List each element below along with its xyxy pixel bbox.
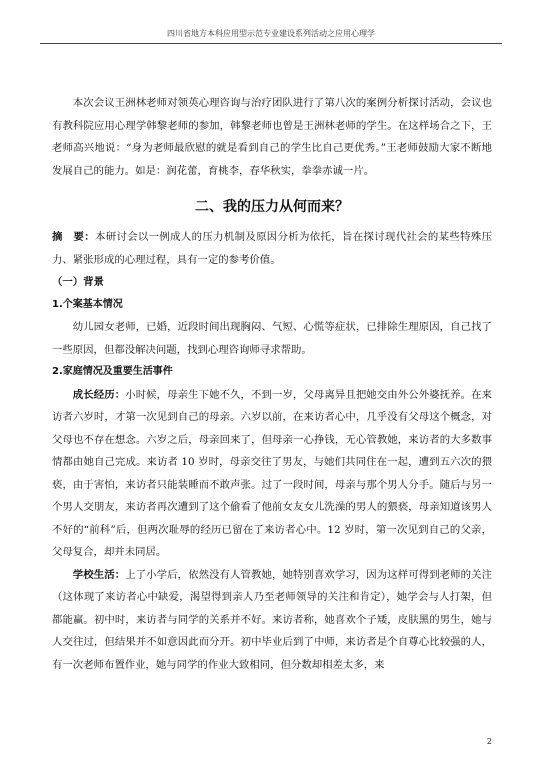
heading-case-info: 1.个案基本情况 xyxy=(52,298,123,310)
abstract-label: 摘 要： xyxy=(52,231,95,243)
intro-paragraph: 本次会议王洲林老师对领英心理咨询与治疗团队进行了第八次的案例分析探讨活动，会议也有教科院应用心理学韩黎老师的参加，韩黎老师也曾是王洲林老师的学生。在这样场合之下，王老师高兴地说：“身为老师最欣慰的就是看到自己的学生比自己更优秀。”王老师鼓励大家不断地发展自己的能力。如是：润花蕾，育桃李，春华秋实，拳拳赤诚一片。 xyxy=(52,97,492,177)
subsection-heading: （一）背景 xyxy=(52,276,104,288)
section-title: 二、我的压力从何而来？ xyxy=(195,199,349,215)
abstract-text: 本研讨会以一例成人的压力机制及原因分析为依托，旨在探讨现代社会的某些特殊压力、紧张形成的心理过程，具有一定的参考价值。 xyxy=(52,231,493,266)
running-header: 四川省地方本科应用型示范专业建设系列活动之应用心理学 xyxy=(40,28,502,44)
growth-label: 成长经历： xyxy=(72,388,126,401)
case-info-paragraph: 幼儿园女老师，已婚，近段时间出现胸闷、气短、心慌等症状，已排除生理原因，自己找了一些原因，但都没解决问题，找到心理咨询师寻求帮助。 xyxy=(52,321,492,356)
growth-paragraph xyxy=(52,384,492,564)
school-text: 上了小学后，依然没有人管教她，她特别喜欢学习，因为这样可得到老师的关注（这体现了来访者心中缺爱，渴望得到亲人乃至老师领导的关注和肯定），她学会与人打架，但都能赢。初中时，来访者与同学的关系并不好。来访者称，她喜欢个子矮，皮肤黑的男生，她与人交往过，但结果并不如意因此而分开。初中毕业后到了中师，来访者是个自尊心比较强的人，有一次老师布置作业，她与同学的作业大致相同，但分数却相差太多，来 xyxy=(52,568,493,671)
page-number: 2 xyxy=(486,737,492,746)
heading-family-events: 2.家庭情况及重要生活事件 xyxy=(52,366,173,377)
document-body xyxy=(52,92,492,676)
growth-text: 小时候，母亲生下她不久，不到一岁，父母离异且把她交由外公外婆抚养。在来访者六岁时，才第一次见到自己的母亲。六岁以前，在来访者心中，几乎没有父母这个概念，对父母也不存在想念。六岁之后，母亲回来了，但母亲一心挣钱，无心管教她，来访者的大多数事情都由她自己完成。来访者 10 岁时，母亲交往了男友，与她们共同住在一起，遭到五六次的猥亵，由于害怕，来访者只能装睡而不敢声张。过了一段时间，母亲与那个男人分手。随后与另一个男人交朋友，来访者再次遭到了这个偷看了他前女友女儿洗澡的男人的猥亵，母亲知道该男人不好的“前科”后，但两次耻辱的经历已留在了来访者心中。12 岁时，第一次见到自己的父亲，父母复合，却并未同居。 xyxy=(52,388,493,558)
abstract-paragraph xyxy=(52,226,492,271)
school-label: 学校生活： xyxy=(72,568,126,581)
school-paragraph xyxy=(52,564,492,677)
